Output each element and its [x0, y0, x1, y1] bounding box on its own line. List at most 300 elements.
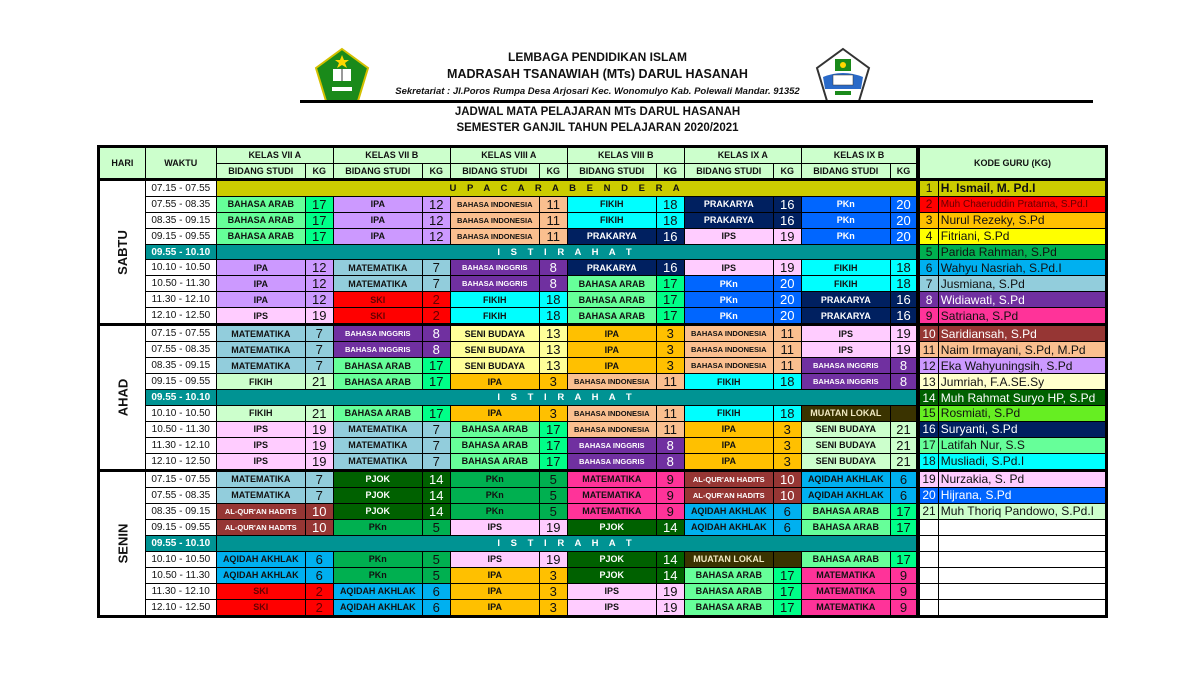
teacher-code-cell: 16 [890, 308, 918, 325]
class-header: KELAS VII A [216, 147, 333, 164]
legend-teacher-name: Fitriani, S.Pd [938, 228, 1106, 244]
subject-cell: MATEMATIKA [333, 437, 422, 453]
bidang-studi-header: BIDANG STUDI [567, 163, 656, 180]
schedule-row [99, 551, 1107, 567]
teacher-code-cell: 17 [773, 583, 801, 599]
teacher-code-cell: 7 [422, 421, 450, 437]
subject-cell: IPS [450, 519, 539, 535]
legend-code: 7 [918, 276, 938, 292]
schedule-row [99, 567, 1107, 583]
teacher-code-cell: 7 [305, 470, 333, 487]
subject-cell: PJOK [333, 503, 422, 519]
teacher-code-cell: 7 [305, 487, 333, 503]
teacher-code-cell: 6 [422, 583, 450, 599]
teacher-code-cell: 8 [656, 453, 684, 470]
time-slot: 09.15 - 09.55 [145, 374, 216, 390]
legend-name-empty [938, 583, 1106, 599]
legend-teacher-name: Nurul Rezeky, S.Pd [938, 212, 1106, 228]
teacher-code-cell: 12 [422, 228, 450, 244]
teacher-code-cell: 18 [656, 196, 684, 212]
legend-teacher-name: Widiawati, S.Pd [938, 292, 1106, 308]
teacher-code-cell: 11 [539, 212, 567, 228]
subject-cell: IPS [801, 325, 890, 342]
kg-header: KG [422, 163, 450, 180]
teacher-code-cell: 10 [305, 519, 333, 535]
teacher-code-cell: 19 [890, 342, 918, 358]
schedule-row [99, 228, 1107, 244]
teacher-code-cell: 7 [422, 453, 450, 470]
subject-cell: BAHASA INDONESIA [567, 405, 656, 421]
schedule-row [99, 519, 1107, 535]
subject-cell: AQIDAH AKHLAK [801, 487, 890, 503]
teacher-code-cell: 8 [422, 342, 450, 358]
legend-teacher-name: Muh Thoriq Pandowo, S.Pd.I [938, 503, 1106, 519]
subject-cell: IPA [216, 260, 305, 276]
subject-cell: PRAKARYA [684, 196, 773, 212]
schedule-row [99, 453, 1107, 470]
teacher-code-cell: 20 [773, 292, 801, 308]
legend-code: 13 [918, 374, 938, 390]
subject-cell: PKn [801, 228, 890, 244]
legend-code: 17 [918, 437, 938, 453]
teacher-code-cell: 20 [890, 228, 918, 244]
teacher-code-cell: 11 [773, 358, 801, 374]
hari-header: HARI [99, 147, 146, 180]
bidang-studi-header: BIDANG STUDI [450, 163, 539, 180]
subject-cell: BAHASA ARAB [567, 308, 656, 325]
schedule-row [99, 421, 1107, 437]
subject-cell: IPA [450, 599, 539, 616]
teacher-code-cell: 8 [890, 358, 918, 374]
subject-cell: PKn [450, 503, 539, 519]
teacher-code-cell: 2 [305, 583, 333, 599]
istirahat-banner: I S T I R A H A T [216, 390, 918, 406]
teacher-code-cell: 3 [773, 421, 801, 437]
legend-teacher-name: Satriana, S.Pd [938, 308, 1106, 325]
subject-cell: BAHASA ARAB [450, 437, 539, 453]
subject-cell: PRAKARYA [567, 260, 656, 276]
bidang-studi-header: BIDANG STUDI [684, 163, 773, 180]
teacher-code-cell [890, 405, 918, 421]
subject-cell: MATEMATIKA [801, 567, 890, 583]
teacher-code-cell: 16 [890, 292, 918, 308]
teacher-code-cell: 11 [656, 405, 684, 421]
teacher-code-cell: 7 [305, 342, 333, 358]
day-name: AHAD [114, 378, 130, 417]
teacher-code-cell: 20 [890, 196, 918, 212]
subject-cell: BAHASA INDONESIA [450, 228, 539, 244]
subject-cell: AQIDAH AKHLAK [333, 599, 422, 616]
teacher-code-cell: 17 [539, 421, 567, 437]
teacher-code-cell: 17 [773, 567, 801, 583]
teacher-code-cell: 6 [890, 470, 918, 487]
subject-cell: MATEMATIKA [333, 421, 422, 437]
teacher-code-cell: 18 [539, 292, 567, 308]
teacher-code-cell: 19 [773, 228, 801, 244]
time-slot: 10.10 - 10.50 [145, 551, 216, 567]
legend-code: 16 [918, 421, 938, 437]
teacher-code-cell: 3 [539, 374, 567, 390]
subject-cell: PRAKARYA [801, 308, 890, 325]
legend-code: 9 [918, 308, 938, 325]
teacher-code-cell: 6 [773, 503, 801, 519]
teacher-code-cell: 16 [656, 228, 684, 244]
teacher-code-cell: 19 [656, 599, 684, 616]
subject-cell: IPA [216, 276, 305, 292]
header-row [99, 147, 1107, 164]
subject-cell: MATEMATIKA [333, 260, 422, 276]
subject-cell: MATEMATIKA [216, 342, 305, 358]
time-slot: 11.30 - 12.10 [145, 437, 216, 453]
subject-cell: AL-QUR'AN HADITS [684, 487, 773, 503]
teacher-code-cell: 21 [890, 453, 918, 470]
teacher-code-cell: 8 [656, 437, 684, 453]
legend-name-empty [938, 567, 1106, 583]
schedule-row [99, 244, 1107, 260]
teacher-code-cell: 9 [656, 470, 684, 487]
subject-cell: MATEMATIKA [567, 487, 656, 503]
teacher-code-cell: 5 [422, 567, 450, 583]
legend-code: 18 [918, 453, 938, 470]
subject-cell: IPA [567, 325, 656, 342]
legend-code-empty [918, 535, 938, 551]
teacher-code-cell: 17 [890, 519, 918, 535]
subject-cell: IPS [801, 342, 890, 358]
subject-cell: IPS [216, 437, 305, 453]
teacher-code-cell: 3 [656, 325, 684, 342]
subject-cell: PRAKARYA [801, 292, 890, 308]
subject-cell: BAHASA ARAB [684, 599, 773, 616]
subject-cell: PKn [450, 470, 539, 487]
subject-cell: FIKIH [216, 374, 305, 390]
subject-cell: SKI [216, 599, 305, 616]
subject-cell: FIKIH [216, 405, 305, 421]
teacher-code-cell: 18 [890, 260, 918, 276]
teacher-code-cell: 6 [422, 599, 450, 616]
teacher-code-cell: 17 [890, 503, 918, 519]
schedule-row [99, 212, 1107, 228]
subject-cell: MATEMATIKA [567, 503, 656, 519]
subject-cell: BAHASA ARAB [216, 196, 305, 212]
bidang-studi-header: BIDANG STUDI [216, 163, 305, 180]
legend-name-empty [938, 599, 1106, 616]
subject-cell: PRAKARYA [684, 212, 773, 228]
legend-code: 8 [918, 292, 938, 308]
subject-cell: PJOK [567, 519, 656, 535]
bidang-studi-header: BIDANG STUDI [801, 163, 890, 180]
kg-header: KG [539, 163, 567, 180]
schedule-row [99, 437, 1107, 453]
subject-cell: IPA [567, 342, 656, 358]
school-address: Sekretariat : Jl.Poros Rumpa Desa Arjosari Kec. Wonomulyo Kab. Polewali Mandar. 91352 [395, 86, 800, 97]
teacher-code-cell: 19 [890, 325, 918, 342]
subject-cell: BAHASA INDONESIA [567, 374, 656, 390]
schedule-table [97, 145, 1108, 618]
time-slot: 12.10 - 12.50 [145, 453, 216, 470]
teacher-code-cell: 12 [305, 276, 333, 292]
subject-cell: BAHASA INGGRIS [333, 342, 422, 358]
subject-cell: BAHASA INGGRIS [567, 453, 656, 470]
legend-code: 14 [918, 390, 938, 406]
subject-cell: MATEMATIKA [216, 358, 305, 374]
teacher-code-cell: 14 [656, 551, 684, 567]
teacher-code-cell: 5 [539, 487, 567, 503]
subject-cell: MATEMATIKA [801, 599, 890, 616]
teacher-code-cell: 18 [773, 405, 801, 421]
subject-cell: BAHASA ARAB [216, 228, 305, 244]
subject-cell: AL-QUR'AN HADITS [684, 470, 773, 487]
subject-cell: SENI BUDAYA [801, 453, 890, 470]
time-slot: 08.35 - 09.15 [145, 212, 216, 228]
teacher-code-cell: 11 [773, 342, 801, 358]
schedule-row [99, 292, 1107, 308]
subject-cell: IPS [567, 599, 656, 616]
schedule-row [99, 196, 1107, 212]
subject-cell: IPA [450, 567, 539, 583]
teacher-code-cell: 9 [890, 567, 918, 583]
legend-teacher-name: Jumriah, F.A.SE.Sy [938, 374, 1106, 390]
legend-code-empty [918, 551, 938, 567]
subject-cell: SENI BUDAYA [801, 421, 890, 437]
teacher-code-cell: 21 [305, 374, 333, 390]
subject-cell: MUATAN LOKAL [684, 551, 773, 567]
time-slot: 10.10 - 10.50 [145, 260, 216, 276]
subject-cell: IPA [684, 437, 773, 453]
legend-teacher-name: Muh Rahmat Suryo HP, S.Pd [938, 390, 1106, 406]
legend-code: 20 [918, 487, 938, 503]
teacher-code-cell: 7 [305, 325, 333, 342]
subject-cell: BAHASA ARAB [450, 421, 539, 437]
time-slot: 09.55 - 10.10 [145, 244, 216, 260]
teacher-code-cell: 6 [305, 567, 333, 583]
subject-cell: PKn [801, 196, 890, 212]
kode-guru-header: KODE GURU (KG) [918, 147, 1106, 180]
legend-code: 1 [918, 180, 938, 197]
subject-cell: BAHASA INGGRIS [567, 437, 656, 453]
teacher-code-cell: 13 [539, 358, 567, 374]
teacher-code-cell: 19 [305, 421, 333, 437]
subject-cell: BAHASA INGGRIS [333, 325, 422, 342]
teacher-code-cell: 13 [539, 325, 567, 342]
teacher-code-cell: 18 [656, 212, 684, 228]
subject-cell: AL-QUR'AN HADITS [216, 519, 305, 535]
subject-cell: IPA [450, 405, 539, 421]
schedule-row [99, 308, 1107, 325]
schedule-row [99, 390, 1107, 406]
legend-code: 10 [918, 325, 938, 342]
time-slot: 09.55 - 10.10 [145, 535, 216, 551]
time-slot: 12.10 - 12.50 [145, 599, 216, 616]
teacher-code-cell: 7 [305, 358, 333, 374]
teacher-code-cell: 20 [890, 212, 918, 228]
teacher-code-cell: 17 [305, 196, 333, 212]
day-label [99, 180, 146, 325]
time-slot: 07.55 - 08.35 [145, 196, 216, 212]
teacher-code-cell: 14 [656, 519, 684, 535]
subject-cell: BAHASA ARAB [216, 212, 305, 228]
legend-code: 15 [918, 405, 938, 421]
subject-cell: AQIDAH AKHLAK [684, 519, 773, 535]
legend-teacher-name: Rosmiati, S.Pd [938, 405, 1106, 421]
legend-teacher-name: Parida Rahman, S.Pd [938, 244, 1106, 260]
schedule-row [99, 358, 1107, 374]
kg-header: KG [890, 163, 918, 180]
teacher-code-cell: 17 [656, 276, 684, 292]
legend-code-empty [918, 599, 938, 616]
schedule-row [99, 535, 1107, 551]
teacher-code-cell: 7 [422, 437, 450, 453]
subject-cell: IPA [567, 358, 656, 374]
teacher-code-cell: 12 [305, 260, 333, 276]
subject-cell: BAHASA INDONESIA [684, 325, 773, 342]
day-label [99, 470, 146, 616]
subject-cell: SENI BUDAYA [801, 437, 890, 453]
teacher-code-cell: 17 [422, 358, 450, 374]
legend-code-empty [918, 583, 938, 599]
legend-code: 3 [918, 212, 938, 228]
waktu-header: WAKTU [145, 147, 216, 180]
teacher-code-cell: 14 [422, 503, 450, 519]
subject-cell: AQIDAH AKHLAK [216, 551, 305, 567]
teacher-code-cell: 11 [656, 421, 684, 437]
teacher-code-cell: 13 [539, 342, 567, 358]
schedule-row [99, 325, 1107, 342]
time-slot: 10.50 - 11.30 [145, 567, 216, 583]
teacher-code-cell: 10 [305, 503, 333, 519]
teacher-code-cell: 17 [305, 228, 333, 244]
subject-cell: BAHASA ARAB [567, 276, 656, 292]
teacher-code-cell: 3 [656, 358, 684, 374]
subject-cell: IPA [450, 583, 539, 599]
time-slot: 07.15 - 07.55 [145, 325, 216, 342]
teacher-code-cell: 10 [773, 487, 801, 503]
schedule-row [99, 470, 1107, 487]
time-slot: 10.50 - 11.30 [145, 276, 216, 292]
teacher-code-cell: 12 [422, 212, 450, 228]
subject-cell: MATEMATIKA [567, 470, 656, 487]
subject-cell: SKI [333, 308, 422, 325]
subject-cell: FIKIH [450, 308, 539, 325]
subject-cell: PJOK [333, 487, 422, 503]
teacher-code-cell: 9 [656, 503, 684, 519]
subject-cell: PJOK [333, 470, 422, 487]
kg-header: KG [305, 163, 333, 180]
subject-cell: PJOK [567, 567, 656, 583]
upacara-banner: U P A C A R A B E N D E R A [216, 180, 918, 197]
subject-cell: MUATAN LOKAL [801, 405, 890, 421]
legend-teacher-name: Latifah Nur, S.S [938, 437, 1106, 453]
teacher-code-cell: 11 [539, 228, 567, 244]
teacher-code-cell: 16 [656, 260, 684, 276]
subject-cell: BAHASA ARAB [801, 519, 890, 535]
istirahat-banner: I S T I R A H A T [216, 244, 918, 260]
schedule-subtitle: SEMESTER GANJIL TAHUN PELAJARAN 2020/2021 [456, 122, 739, 134]
legend-teacher-name: Wahyu Nasriah, S.Pd.I [938, 260, 1106, 276]
subject-cell: IPS [567, 583, 656, 599]
teacher-code-cell: 16 [773, 196, 801, 212]
time-slot: 08.35 - 09.15 [145, 503, 216, 519]
legend-teacher-name: H. Ismail, M. Pd.I [938, 180, 1106, 197]
teacher-code-cell: 8 [890, 374, 918, 390]
time-slot: 07.55 - 08.35 [145, 342, 216, 358]
teacher-code-cell: 17 [773, 599, 801, 616]
subject-cell: PKn [333, 567, 422, 583]
subject-cell: FIKIH [567, 212, 656, 228]
time-slot: 10.10 - 10.50 [145, 405, 216, 421]
kg-header: KG [773, 163, 801, 180]
legend-teacher-name: Musliadi, S.Pd.I [938, 453, 1106, 470]
teacher-code-cell: 11 [539, 196, 567, 212]
subject-cell: PKn [333, 551, 422, 567]
schedule-row [99, 260, 1107, 276]
subject-cell: IPS [684, 260, 773, 276]
subject-cell: BAHASA INDONESIA [684, 358, 773, 374]
teacher-code-cell: 10 [773, 470, 801, 487]
subject-cell: MATEMATIKA [216, 470, 305, 487]
time-slot: 11.30 - 12.10 [145, 583, 216, 599]
class-header: KELAS VIII B [567, 147, 684, 164]
legend-code-empty [918, 567, 938, 583]
teacher-code-cell: 19 [773, 260, 801, 276]
subject-cell: IPA [333, 228, 422, 244]
teacher-code-cell: 21 [890, 421, 918, 437]
subject-cell: MATEMATIKA [216, 325, 305, 342]
school-name: MADRASAH TSANAWIAH (MTs) DARUL HASANAH [447, 67, 748, 81]
teacher-code-cell: 17 [890, 551, 918, 567]
subject-cell: SKI [333, 292, 422, 308]
legend-code: 19 [918, 470, 938, 487]
teacher-code-cell: 12 [305, 292, 333, 308]
bidang-studi-header: BIDANG STUDI [333, 163, 422, 180]
teacher-code-cell: 19 [305, 308, 333, 325]
time-slot: 10.50 - 11.30 [145, 421, 216, 437]
class-header: KELAS VIII A [450, 147, 567, 164]
teacher-code-cell: 6 [890, 487, 918, 503]
schedule-title: JADWAL MATA PELAJARAN MTs DARUL HASANAH [454, 106, 741, 118]
subject-cell: AQIDAH AKHLAK [801, 470, 890, 487]
subject-cell: BAHASA ARAB [684, 567, 773, 583]
legend-name-empty [938, 551, 1106, 567]
class-header: KELAS IX A [684, 147, 801, 164]
legend-teacher-name: Eka Wahyuningsih, S.Pd [938, 358, 1106, 374]
subject-cell: BAHASA INGGRIS [450, 276, 539, 292]
legend-code: 4 [918, 228, 938, 244]
subject-cell: IPA [684, 453, 773, 470]
subject-cell: AQIDAH AKHLAK [216, 567, 305, 583]
subject-cell: AQIDAH AKHLAK [333, 583, 422, 599]
subject-cell: FIKIH [684, 405, 773, 421]
subject-cell: BAHASA INDONESIA [684, 342, 773, 358]
legend-code: 12 [918, 358, 938, 374]
schedule-row [99, 583, 1107, 599]
subject-cell: BAHASA INGGRIS [801, 358, 890, 374]
subject-cell: BAHASA ARAB [450, 453, 539, 470]
schedule-row [99, 487, 1107, 503]
subject-cell: BAHASA ARAB [684, 583, 773, 599]
time-slot: 07.15 - 07.55 [145, 180, 216, 197]
teacher-code-cell: 5 [539, 503, 567, 519]
day-label [99, 325, 146, 471]
teacher-code-cell [773, 551, 801, 567]
teacher-code-cell: 2 [305, 599, 333, 616]
legend-teacher-name: Suryanti, S.Pd [938, 421, 1106, 437]
legend-teacher-name: Muh Chaeruddin Pratama, S.Pd.I [938, 196, 1106, 212]
teacher-code-cell: 3 [773, 453, 801, 470]
subject-cell: PRAKARYA [567, 228, 656, 244]
teacher-code-cell: 5 [539, 470, 567, 487]
subject-cell: FIKIH [801, 276, 890, 292]
teacher-code-cell: 11 [773, 325, 801, 342]
